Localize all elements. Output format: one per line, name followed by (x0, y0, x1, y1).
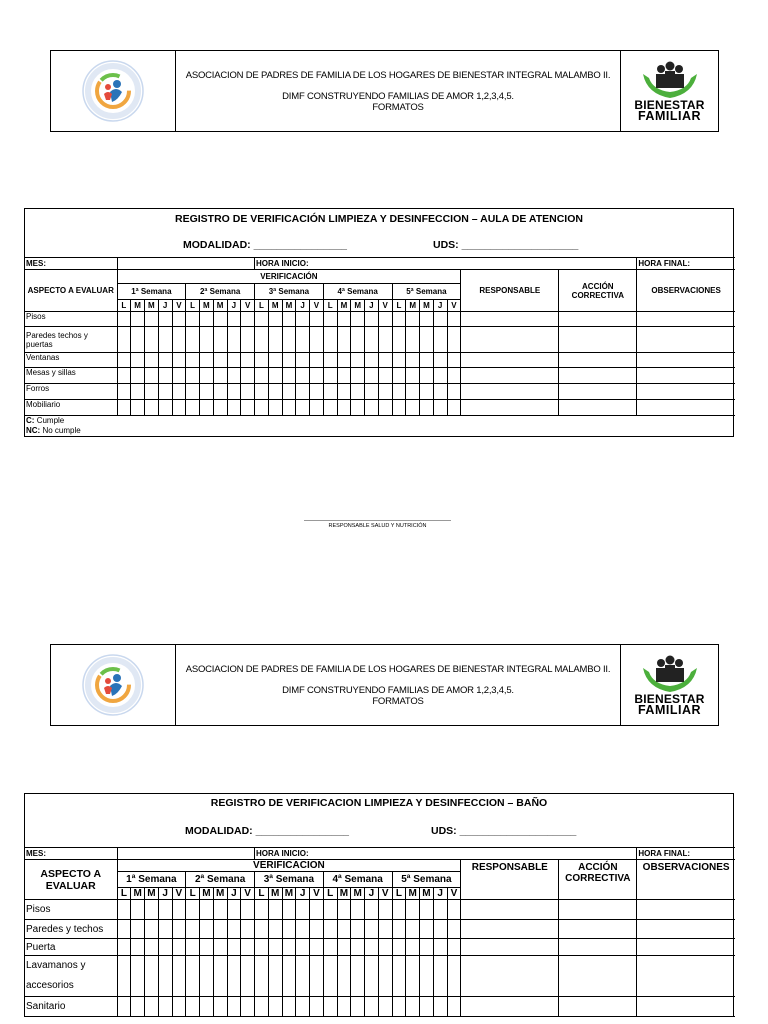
modalidad-field[interactable]: MODALIDAD: ________________ (185, 825, 350, 837)
day-m: M (337, 888, 351, 900)
day-j: J (296, 300, 310, 312)
day-v: V (378, 888, 392, 900)
row-label-ventanas: Ventanas (25, 353, 117, 368)
accion-header: ACCIÓN CORRECTIVA (559, 270, 637, 312)
day-m: M (145, 300, 159, 312)
table-row (25, 997, 735, 1017)
day-m: M (406, 300, 420, 312)
program-name: DIMF CONSTRUYENDO FAMILIAS DE AMOR 1,2,3,4,5. (282, 90, 514, 102)
logo-text: BIENESTAR FAMILIAR (634, 98, 705, 123)
day-l: L (392, 300, 406, 312)
day-m: M (337, 300, 351, 312)
week-4-header: 4ª Semana (323, 872, 392, 888)
week-5-header: 5ª Semana (392, 872, 461, 888)
program-name: DIMF CONSTRUYENDO FAMILIAS DE AMOR 1,2,3,4,5. (282, 684, 514, 696)
row-label-forros: Forros (25, 384, 117, 400)
day-m: M (131, 888, 145, 900)
day-m: M (145, 888, 159, 900)
hora-final-label: HORA FINAL: (637, 258, 735, 270)
day-j: J (433, 888, 447, 900)
day-l: L (255, 300, 269, 312)
day-l: L (323, 300, 337, 312)
aspecto-header: ASPECTO A EVALUAR (25, 860, 117, 900)
week-1-header: 1ª Semana (117, 284, 186, 300)
hora-inicio-label: HORA INICIO: (255, 258, 637, 270)
association-name: ASOCIACION DE PADRES DE FAMILIA DE LOS HOGARES DE BIENESTAR INTEGRAL MALAMBO II. (185, 663, 611, 675)
document-type: FORMATOS (372, 101, 424, 113)
bienestar-familiar-logo (621, 645, 718, 725)
week-4-header: 4ª Semana (323, 284, 392, 300)
day-m: M (282, 300, 296, 312)
day-l: L (186, 300, 200, 312)
table-row (25, 920, 735, 939)
day-v: V (310, 888, 324, 900)
verification-table (25, 847, 735, 1017)
day-m: M (200, 888, 214, 900)
association-logo-icon (51, 51, 176, 131)
legend: C: Cumple NC: No cumple (25, 416, 735, 437)
mes-label: MES: (25, 258, 117, 270)
day-j: J (296, 888, 310, 900)
day-j: J (227, 888, 241, 900)
bienestar-familiar-logo (621, 51, 718, 131)
row-label-puerta: Puerta (25, 939, 117, 956)
header-text (176, 51, 621, 131)
mes-label: MES: (25, 848, 117, 860)
day-m: M (268, 300, 282, 312)
table-row (25, 312, 735, 327)
day-m: M (200, 300, 214, 312)
day-m: M (282, 888, 296, 900)
week-3-header: 3ª Semana (255, 284, 324, 300)
table-row (25, 400, 735, 416)
day-m: M (351, 888, 365, 900)
day-l: L (255, 888, 269, 900)
uds-field[interactable]: UDS: ____________________ (431, 825, 577, 837)
day-l: L (323, 888, 337, 900)
aspecto-header: ASPECTO A EVALUAR (25, 270, 117, 312)
association-logo-icon (51, 645, 176, 725)
header-text (176, 645, 621, 725)
modalidad-field[interactable]: MODALIDAD: ________________ (183, 239, 348, 251)
page-header-1 (50, 50, 719, 132)
table-row (25, 353, 735, 368)
day-j: J (158, 888, 172, 900)
day-l: L (392, 888, 406, 900)
signature-line: RESPONSABLE SALUD Y NUTRICIÓN (304, 520, 451, 529)
modalidad-row (25, 814, 733, 847)
day-v: V (241, 300, 255, 312)
day-j: J (365, 888, 379, 900)
day-v: V (172, 300, 186, 312)
row-label-pisos: Pisos (25, 900, 117, 920)
table-row (25, 939, 735, 956)
table-row (25, 368, 735, 384)
verificacion-header: VERIFICACIÓN (117, 270, 461, 284)
day-j: J (365, 300, 379, 312)
week-1-header: 1ª Semana (117, 872, 186, 888)
table-row (25, 327, 735, 353)
day-j: J (227, 300, 241, 312)
uds-field[interactable]: UDS: ____________________ (433, 239, 579, 251)
row-label-pisos: Pisos (25, 312, 117, 327)
observaciones-header: OBSERVACIONES (637, 270, 735, 312)
legend-row (25, 416, 735, 437)
row-label-lavamanos: Lavamanos y accesorios (25, 956, 117, 997)
day-v: V (378, 300, 392, 312)
modalidad-row (25, 230, 733, 257)
form-aula-atencion (24, 208, 734, 437)
form-title: REGISTRO DE VERIFICACION LIMPIEZA Y DESINFECCION – BAÑO (210, 797, 548, 809)
logo-text: BIENESTAR FAMILIAR (634, 692, 705, 717)
observaciones-header: OBSERVACIONES (637, 860, 735, 900)
day-j: J (158, 300, 172, 312)
day-m: M (213, 300, 227, 312)
day-m: M (131, 300, 145, 312)
day-v: V (447, 300, 461, 312)
row-label-paredes: Paredes techos y puertas (25, 327, 117, 353)
day-m: M (406, 888, 420, 900)
day-l: L (186, 888, 200, 900)
responsable-header: RESPONSABLE (461, 860, 559, 900)
week-2-header: 2ª Semana (186, 284, 255, 300)
family-hands-icon (637, 654, 703, 694)
table-row (25, 956, 735, 997)
day-j: J (433, 300, 447, 312)
day-m: M (213, 888, 227, 900)
responsable-header: RESPONSABLE (461, 270, 559, 312)
day-m: M (351, 300, 365, 312)
day-v: V (241, 888, 255, 900)
day-l: L (117, 300, 131, 312)
accion-header: ACCIÓN CORRECTIVA (559, 860, 637, 900)
row-label-mobiliario: Mobiliario (25, 400, 117, 416)
table-row (25, 900, 735, 920)
day-v: V (447, 888, 461, 900)
hora-inicio-label: HORA INICIO: (255, 848, 637, 860)
verification-table (25, 257, 735, 436)
day-m: M (420, 300, 434, 312)
document-type: FORMATOS (372, 695, 424, 707)
day-m: M (268, 888, 282, 900)
week-2-header: 2ª Semana (186, 872, 255, 888)
association-name: ASOCIACION DE PADRES DE FAMILIA DE LOS HOGARES DE BIENESTAR INTEGRAL MALAMBO II. (185, 69, 611, 81)
page-header-2 (50, 644, 719, 726)
form-title: REGISTRO DE VERIFICACIÓN LIMPIEZA Y DESINFECCION – AULA DE ATENCION (175, 213, 583, 225)
week-3-header: 3ª Semana (255, 872, 324, 888)
form-bano (24, 793, 734, 1017)
day-m: M (420, 888, 434, 900)
row-label-mesas: Mesas y sillas (25, 368, 117, 384)
day-l: L (117, 888, 131, 900)
table-row (25, 384, 735, 400)
day-v: V (310, 300, 324, 312)
verificacion-header: VERIFICACION (117, 860, 461, 872)
hora-final-label: HORA FINAL: (637, 848, 735, 860)
row-label-paredes: Paredes y techos (25, 920, 117, 939)
day-v: V (172, 888, 186, 900)
row-label-sanitario: Sanitario (25, 997, 117, 1017)
family-hands-icon (637, 60, 703, 100)
week-5-header: 5ª Semana (392, 284, 461, 300)
